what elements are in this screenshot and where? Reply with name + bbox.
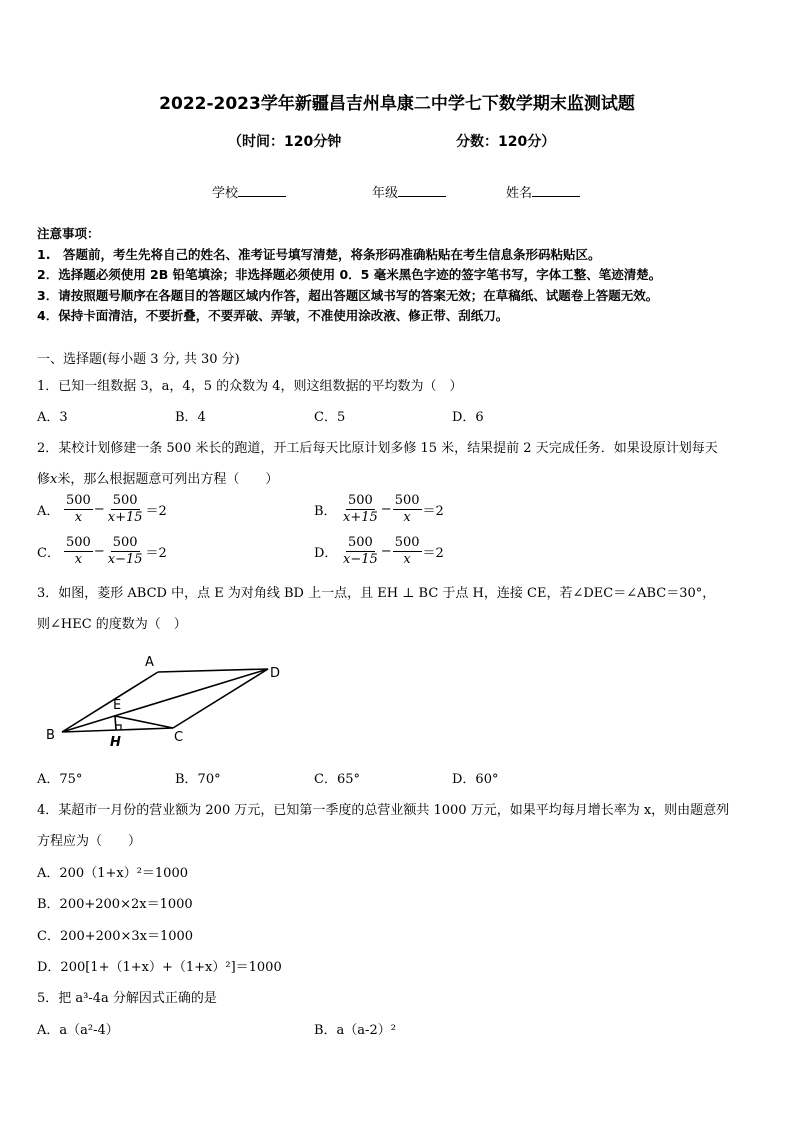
note-item: 2．选择题必须使用 2B 铅笔填涂；非选择题必须使用 0．5 毫米黑色字迹的签字笔书写，字体工整、笔迹清楚。 <box>37 267 662 282</box>
exam-score: 分数：120分） <box>456 134 556 150</box>
school-field <box>212 182 286 201</box>
exam-time: （时间：120分钟 <box>228 134 342 150</box>
name-field <box>506 182 580 201</box>
note-item: 4．保持卡面清洁，不要折叠，不要弄破、弄皱，不准使用涂改液、修正带、刮纸刀。 <box>37 308 509 323</box>
q5-option-b: B．a（a-2）² <box>314 1023 396 1038</box>
label-b: B <box>46 728 55 743</box>
q3-stem-line2: 则∠HEC 的度数为（ ） <box>37 617 187 632</box>
grade-label: 年级 <box>372 186 399 201</box>
grade-blank <box>398 184 446 197</box>
q3-option-b: B．70° <box>175 772 221 787</box>
section-heading: 一、选择题(每小题 3 分, 共 30 分) <box>37 352 240 367</box>
school-label: 学校 <box>212 186 239 201</box>
side-dc <box>173 669 268 728</box>
segment-ce <box>115 716 173 728</box>
note-item: 1. 答题前，考生先将自己的姓名、准考证号填写清楚，将条形码准确粘贴在考生信息条形码粘贴区。 <box>37 247 601 262</box>
q1-option-c: C．5 <box>314 410 346 425</box>
notes-heading: 注意事项： <box>37 226 100 241</box>
q4-option-d: D．200[1+（1+x）+（1+x）²]＝1000 <box>37 960 282 975</box>
q2-option-b: B． $\frac{500}{x+15}$ − $\frac{500}{x}$ ＝2 <box>314 493 444 525</box>
q4-stem-line1: 4．某超市一月份的营业额为 200 万元，已知第一季度的总营业额共 1000 万元，如果平均每月增长率为 x，则由题意列 <box>37 803 730 818</box>
q5-stem: 5．把 a³-4a 分解因式正确的是 <box>37 991 217 1006</box>
note-item: 3．请按照题号顺序在各题目的答题区域内作答，超出答题区域书写的答案无效；在草稿纸、试题卷上答题无效。 <box>37 288 659 303</box>
q1-option-a: A．3 <box>37 410 68 425</box>
label-a: A <box>145 655 154 670</box>
name-blank <box>532 184 580 197</box>
q1-option-b: B．4 <box>175 410 206 425</box>
name-label: 姓名 <box>506 186 533 201</box>
q3-option-c: C．65° <box>314 772 360 787</box>
exam-title: 2022-2023学年新疆昌吉州阜康二中学七下数学期末监测试题 <box>159 94 635 114</box>
q2-option-a: A． $\frac{500}{x}$ − $\frac{500}{x+15}$ ＝2 <box>37 493 167 525</box>
diagonal-bd <box>62 669 268 732</box>
label-c: C <box>174 730 184 745</box>
q4-stem-line2: 方程应为（ ） <box>37 834 142 849</box>
q4-option-c: C．200+200×3x＝1000 <box>37 929 194 944</box>
label-h: H <box>110 735 121 750</box>
q4-option-a: A．200（1+x）²＝1000 <box>37 866 188 881</box>
rhombus-figure <box>40 650 300 750</box>
q5-option-a: A．a（a²-4） <box>37 1023 119 1038</box>
q2-stem-line2: 修x米，那么根据题意可列出方程（ ） <box>37 472 279 487</box>
side-ad <box>158 669 268 672</box>
q3-option-d: D．60° <box>452 772 499 787</box>
q2-stem-line1: 2．某校计划修建一条 500 米长的跑道，开工后每天比原计划多修 15 米，结果提前 2 天完成任务．如果设原计划每天 <box>37 441 718 456</box>
school-blank <box>238 184 286 197</box>
q3-stem-line1: 3．如图，菱形 ABCD 中，点 E 为对角线 BD 上一点，且 EH ⊥ BC 于点 H，连接 CE，若∠DEC＝∠ABC＝30°， <box>37 586 716 601</box>
label-d: D <box>270 666 281 681</box>
segment-eh <box>115 716 116 730</box>
q2-option-c: C． $\frac{500}{x}$ − $\frac{500}{x-15}$ ＝2 <box>37 535 167 567</box>
q1-option-d: D．6 <box>452 410 484 425</box>
q4-option-b: B．200+200×2x＝1000 <box>37 897 193 912</box>
q2-option-d: D． $\frac{500}{x-15}$ − $\frac{500}{x}$ ＝2 <box>314 535 444 567</box>
side-ab <box>62 672 158 732</box>
label-e: E <box>113 698 122 713</box>
q1-stem: 1．已知一组数据 3，a，4，5 的众数为 4，则这组数据的平均数为（ ） <box>37 379 463 394</box>
q3-option-a: A．75° <box>37 772 83 787</box>
grade-field <box>372 182 446 201</box>
side-bc <box>62 728 173 732</box>
